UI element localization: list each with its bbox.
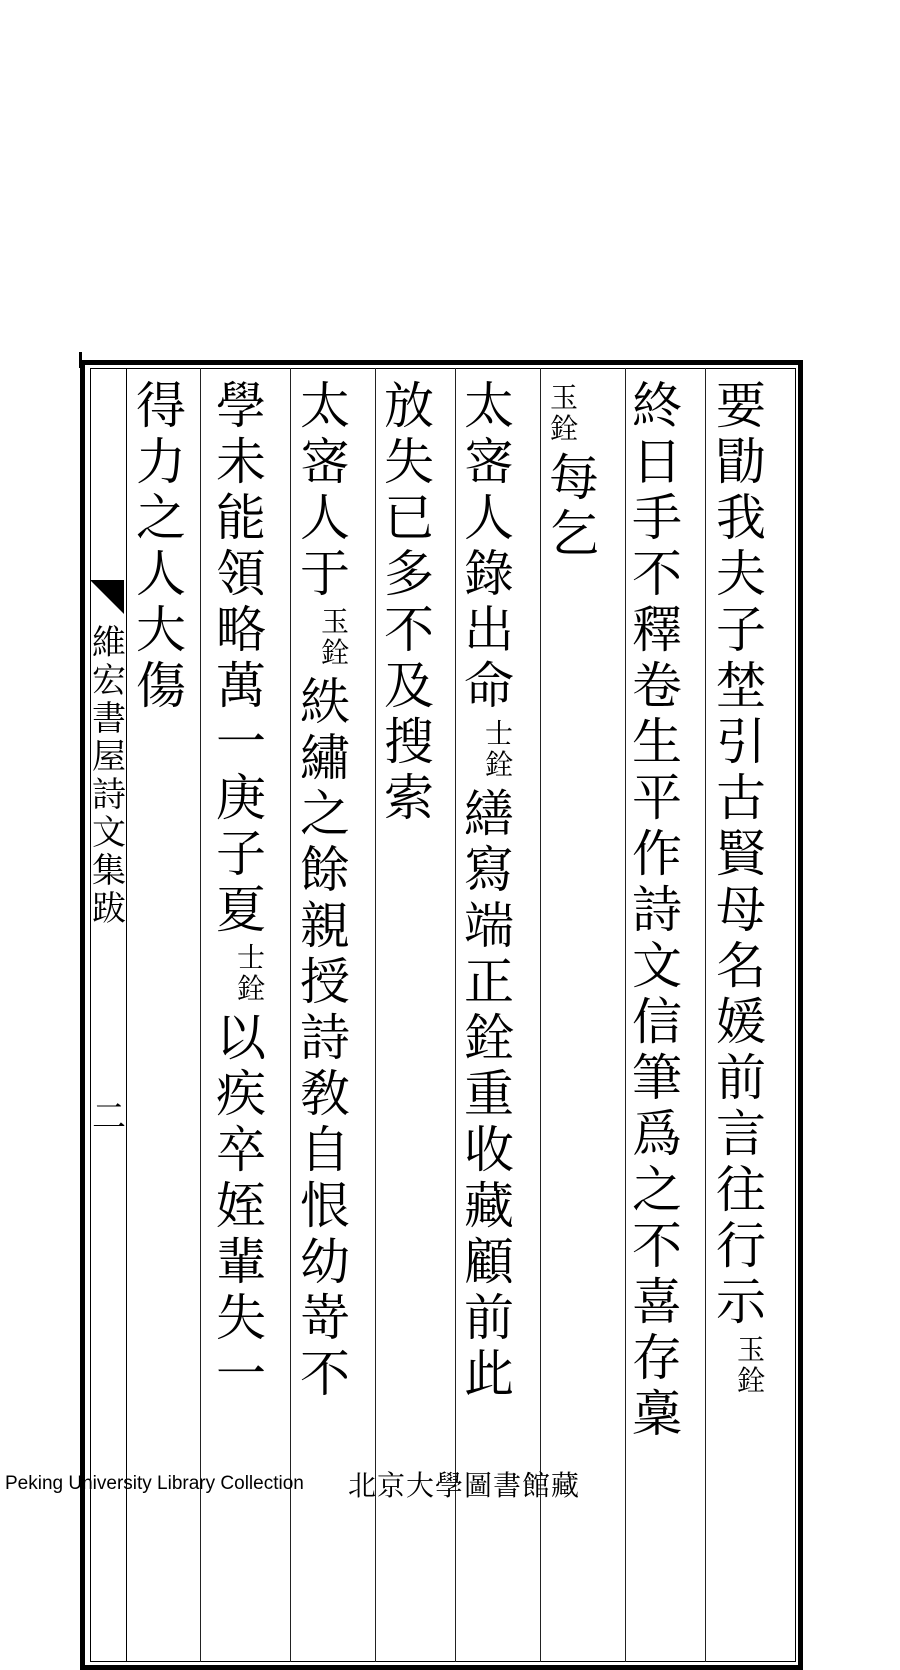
note-char: 銓 bbox=[549, 412, 578, 445]
text-char: 前 bbox=[464, 1289, 514, 1347]
text-char: 卷 bbox=[632, 657, 682, 715]
text-char: 太 bbox=[300, 377, 350, 435]
text-char: 幼 bbox=[300, 1233, 350, 1291]
text-char: 重 bbox=[464, 1065, 514, 1123]
text-char: 自 bbox=[300, 1121, 350, 1179]
text-char: 傷 bbox=[136, 657, 186, 715]
spine-title-char: 文 bbox=[92, 813, 126, 853]
text-char: 太 bbox=[464, 377, 514, 435]
text-char: 一 bbox=[216, 713, 266, 771]
text-char: 姪 bbox=[216, 1177, 266, 1235]
spine-title-char: 詩 bbox=[92, 775, 126, 815]
footer-english: Peking University Library Collection bbox=[5, 1473, 304, 1494]
text-char: 以 bbox=[216, 1009, 266, 1067]
text-char: 搜 bbox=[384, 713, 434, 771]
text-char: 多 bbox=[384, 545, 434, 603]
note-char: 玉 bbox=[320, 605, 349, 638]
text-char: 子 bbox=[216, 825, 266, 883]
text-char: 學 bbox=[216, 377, 266, 435]
note-char: 玉 bbox=[549, 381, 578, 414]
text-char: 平 bbox=[632, 769, 682, 827]
text-char: 出 bbox=[464, 601, 514, 659]
text-column bbox=[132, 378, 190, 714]
text-char: 及 bbox=[384, 657, 434, 715]
text-char: 要 bbox=[716, 377, 766, 435]
spine-title-char: 宏 bbox=[92, 661, 126, 701]
text-char: 失 bbox=[216, 1289, 266, 1347]
text-char: 親 bbox=[300, 897, 350, 955]
text-char: 于 bbox=[300, 545, 350, 603]
text-char: 賢 bbox=[716, 825, 766, 883]
text-char: 不 bbox=[300, 1345, 350, 1403]
text-char: 銓 bbox=[464, 1009, 514, 1067]
text-char: 失 bbox=[384, 433, 434, 491]
text-char: 一 bbox=[216, 1345, 266, 1403]
text-char: 媛 bbox=[716, 993, 766, 1051]
interlinear-note bbox=[550, 382, 578, 444]
text-char: 宻 bbox=[464, 433, 514, 491]
text-char: 乞 bbox=[549, 505, 599, 563]
text-column bbox=[460, 378, 518, 1402]
note-char: 銓 bbox=[736, 1364, 765, 1397]
text-char: 略 bbox=[216, 601, 266, 659]
interlinear-note bbox=[485, 718, 513, 780]
text-column bbox=[380, 378, 438, 826]
text-char: 埜 bbox=[716, 657, 766, 715]
text-char: 繕 bbox=[464, 785, 514, 843]
text-char: 夏 bbox=[216, 881, 266, 939]
text-column bbox=[712, 378, 770, 1402]
note-char: 銓 bbox=[484, 748, 513, 781]
text-char: 已 bbox=[384, 489, 434, 547]
text-char: 詩 bbox=[632, 881, 682, 939]
text-char: 文 bbox=[632, 937, 682, 995]
spine-title-char: 維 bbox=[92, 623, 126, 663]
text-column bbox=[628, 378, 686, 1442]
interlinear-note bbox=[321, 606, 349, 668]
page-number: 二 bbox=[92, 1097, 126, 1137]
text-char: 收 bbox=[464, 1121, 514, 1179]
text-column bbox=[212, 378, 270, 1402]
text-char: 此 bbox=[464, 1345, 514, 1403]
text-char: 庚 bbox=[216, 769, 266, 827]
text-char: 爲 bbox=[632, 1105, 682, 1163]
text-char: 索 bbox=[384, 769, 434, 827]
text-char: 力 bbox=[136, 433, 186, 491]
interlinear-note bbox=[737, 1334, 765, 1396]
text-char: 輩 bbox=[216, 1233, 266, 1291]
text-char: 母 bbox=[716, 881, 766, 939]
note-char: 士 bbox=[484, 717, 513, 750]
text-char: 之 bbox=[136, 489, 186, 547]
text-char: 大 bbox=[136, 601, 186, 659]
text-char: 端 bbox=[464, 897, 514, 955]
text-char: 恨 bbox=[300, 1177, 350, 1235]
text-char: 信 bbox=[632, 993, 682, 1051]
text-char: 日 bbox=[632, 433, 682, 491]
text-char: 釋 bbox=[632, 601, 682, 659]
spine-title-char: 跋 bbox=[92, 889, 126, 929]
note-char: 銓 bbox=[320, 636, 349, 669]
text-char: 顧 bbox=[464, 1233, 514, 1291]
text-char: 繡 bbox=[300, 729, 350, 787]
text-char: 存 bbox=[632, 1329, 682, 1387]
text-char: 疾 bbox=[216, 1065, 266, 1123]
text-char: 名 bbox=[716, 937, 766, 995]
text-char: 寫 bbox=[464, 841, 514, 899]
text-char: 行 bbox=[716, 1217, 766, 1275]
text-char: 命 bbox=[464, 657, 514, 715]
text-char: 子 bbox=[716, 601, 766, 659]
spine-title-char: 書 bbox=[92, 699, 126, 739]
text-char: 勖 bbox=[716, 433, 766, 491]
text-char: 得 bbox=[136, 377, 186, 435]
text-char: 手 bbox=[632, 489, 682, 547]
text-char: 筆 bbox=[632, 1049, 682, 1107]
spine-title-char: 集 bbox=[92, 851, 126, 891]
text-column bbox=[296, 378, 354, 1402]
footer bbox=[0, 1462, 900, 1502]
text-char: 稾 bbox=[632, 1385, 682, 1443]
text-char: 紩 bbox=[300, 673, 350, 731]
text-char: 宻 bbox=[300, 433, 350, 491]
text-char: 萬 bbox=[216, 657, 266, 715]
text-char: 未 bbox=[216, 433, 266, 491]
interlinear-note bbox=[237, 942, 265, 1004]
note-char: 銓 bbox=[236, 972, 265, 1005]
text-char: 不 bbox=[632, 1217, 682, 1275]
text-char: 敎 bbox=[300, 1065, 350, 1123]
text-char: 詩 bbox=[300, 1009, 350, 1067]
text-char: 錄 bbox=[464, 545, 514, 603]
note-char: 士 bbox=[236, 941, 265, 974]
text-char: 夫 bbox=[716, 545, 766, 603]
text-char: 能 bbox=[216, 489, 266, 547]
text-char: 生 bbox=[632, 713, 682, 771]
text-char: 言 bbox=[716, 1105, 766, 1163]
text-char: 正 bbox=[464, 953, 514, 1011]
spine-title-char: 屋 bbox=[92, 737, 126, 777]
text-char: 古 bbox=[716, 769, 766, 827]
text-char: 往 bbox=[716, 1161, 766, 1219]
footer-chinese: 北京大學圖書館藏 bbox=[348, 1469, 581, 1502]
text-column bbox=[545, 378, 603, 562]
text-char: 藏 bbox=[464, 1177, 514, 1235]
text-char: 不 bbox=[384, 601, 434, 659]
text-char: 之 bbox=[300, 785, 350, 843]
text-char: 卒 bbox=[216, 1121, 266, 1179]
text-char: 作 bbox=[632, 825, 682, 883]
text-char: 喜 bbox=[632, 1273, 682, 1331]
text-char: 嵜 bbox=[300, 1289, 350, 1347]
text-char: 引 bbox=[716, 713, 766, 771]
text-char: 人 bbox=[300, 489, 350, 547]
text-char: 人 bbox=[464, 489, 514, 547]
text-char: 不 bbox=[632, 545, 682, 603]
text-char: 人 bbox=[136, 545, 186, 603]
text-char: 領 bbox=[216, 545, 266, 603]
text-char: 授 bbox=[300, 953, 350, 1011]
note-char: 玉 bbox=[736, 1333, 765, 1366]
text-char: 餘 bbox=[300, 841, 350, 899]
text-char: 放 bbox=[384, 377, 434, 435]
spine-title bbox=[90, 624, 128, 928]
text-char: 每 bbox=[549, 449, 599, 507]
text-char: 示 bbox=[716, 1273, 766, 1331]
text-char: 我 bbox=[716, 489, 766, 547]
text-char: 之 bbox=[632, 1161, 682, 1219]
text-char: 終 bbox=[632, 377, 682, 435]
text-char: 前 bbox=[716, 1049, 766, 1107]
